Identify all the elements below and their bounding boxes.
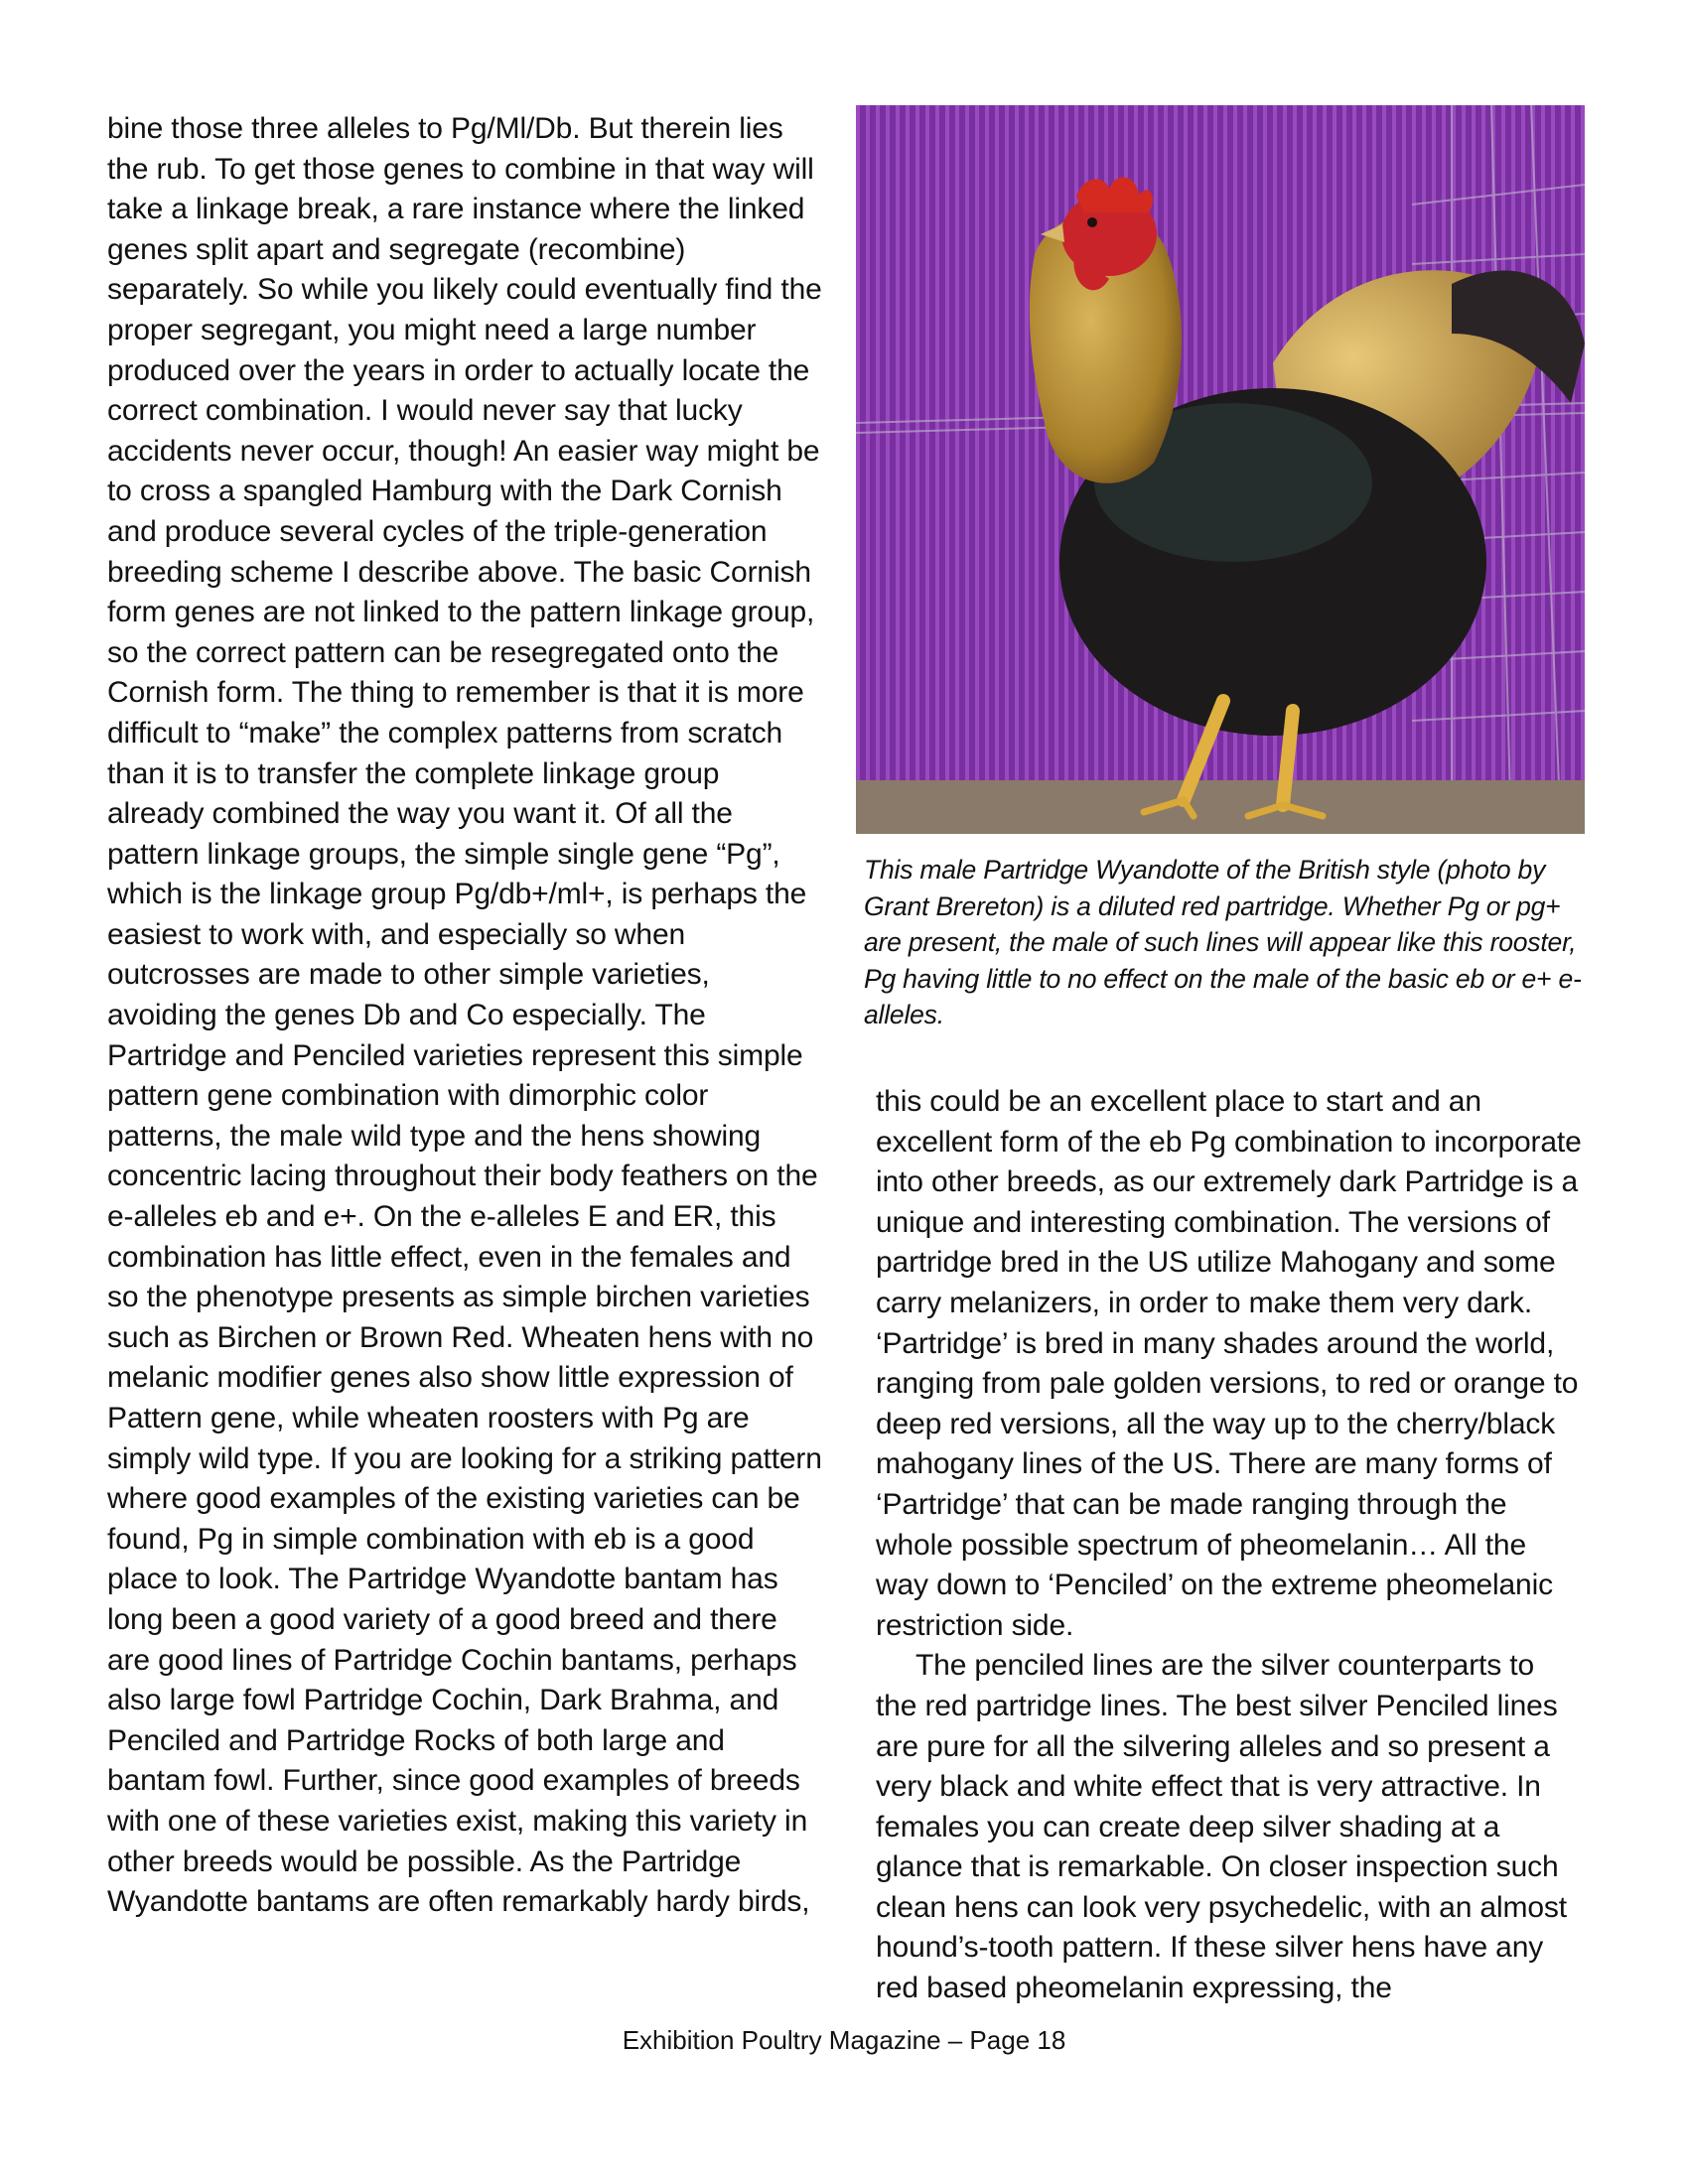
rooster-illustration [856, 105, 1585, 834]
right-column-paragraph-1: this could be an excellent place to start and an excellent form of the eb Pg combination to incorporate into other breeds, as our extremely dark Partridge is a unique and interesting combination. The versions of partridge bred in the US utilize Mahogany and some carry melanizers, in order to make them very dark. ‘Partridge’ is bred in many shades around the world, ranging from pale golden versions, to red or orange to deep red versions, all the way up to the cherry/black mahogany lines of the US. There are many forms of ‘Partridge’ that can be made ranging through the whole possible spectrum of pheomelanin… All the way down to ‘Penciled’ on the extreme pheomelanic restriction side. [876, 1085, 1582, 1642]
page-footer: Exhibition Poultry Magazine – Page 18 [622, 2025, 1066, 2055]
rooster-photo [856, 105, 1585, 834]
right-column-paragraph-2: The penciled lines are the silver counterparts to the red partridge lines. The best silver Penciled lines are pure for all the silvering alleles and so present a very black and white effect that is very attractive. In females you can create deep silver shading at a glance that is remarkable. On closer inspection such clean hens can look very psychedelic, with an almost hound’s-tooth pattern. If these silver hens have any red based pheomelanin expressing, the [876, 1649, 1567, 2005]
left-column [107, 109, 822, 1923]
rooster-eye [1087, 217, 1097, 227]
right-column [876, 1082, 1583, 2009]
photo-caption: This male Partridge Wyandotte of the British style (photo by Grant Brereton) is a diluted red partridge. Whether Pg or pg+ are present, the male of such lines will appear like this rooster, Pg having little to no effect on the male of the basic eb or e+ e-alleles. [864, 855, 1582, 1029]
cage-floor [856, 780, 1585, 834]
left-column-text: bine those three alleles to Pg/Ml/Db. But therein lies the rub. To get those genes to combine in that way will take a linkage break, a rare instance where the linked genes split apart and segregate (recombine) separately. So while you likely could eventually find the proper segregant, you might need a large number produced over the years in order to actually locate the correct combination. I would never say that lucky accidents never occur, though! An easier way might be to cross a spangled Hamburg with the Dark Cornish and produce several cycles of the triple-generation breeding scheme I describe above. The basic Cornish form genes are not linked to the pattern linkage group, so the correct pattern can be resegregated onto the Cornish form. The thing to remember is that it is more difficult to “make” the complex patterns from scratch than it is to transfer the complete linkage group already combined the way you want it. Of all the pattern linkage groups, the simple single gene “Pg”, which is the linkage group Pg/db+/ml+, is perhaps the easiest to work with, and especially so when outcrosses are made to other simple varieties, avoiding the genes Db and Co especially. The Partridge and Penciled varieties represent this simple pattern gene combination with dimorphic color patterns, the male wild type and the hens showing concentric lacing throughout their body feathers on the e-alleles eb and e+. On the e-alleles E and ER, this combination has little effect, even in the females and so the phenotype presents as simple birchen varieties such as Birchen or Brown Red. Wheaten hens with no melanic modifier genes also show little expression of Pattern gene, while wheaten roosters with Pg are simply wild type. If you are looking for a striking pattern where good examples of the existing varieties can be found, Pg in simple combination with eb is a good place to look. The Partridge Wyandotte bantam has long been a good variety of a good breed and there are good lines of Partridge Cochin bantams, perhaps also large fowl Partridge Cochin, Dark Brahma, and Penciled and Partridge Rocks of both large and bantam fowl. Further, since good examples of breeds with one of these varieties exist, making this variety in other breeds would be possible. As the Partridge Wyandotte bantams are often remarkably hardy birds, [107, 112, 822, 1919]
